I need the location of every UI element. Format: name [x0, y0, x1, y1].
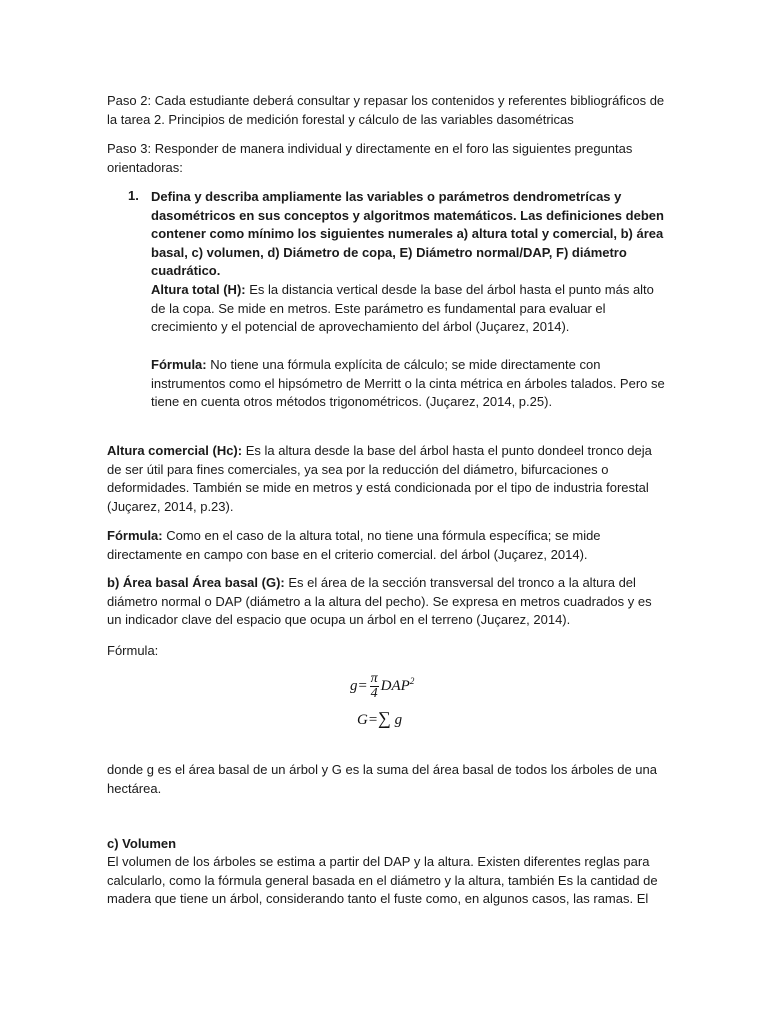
volumen-paragraph: El volumen de los árboles se estima a partir del DAP y la altura. Existen diferentes reglas para calcularlo, como la fórmula general basada en el diámetro y la altura, también Es la cantidad de madera que tiene un árbol, considerando tanto el fuste como, en algunos casos, las ramas. El: [107, 854, 658, 906]
eq1-exponent: 2: [409, 675, 415, 686]
eq1-lhs: g=: [350, 677, 368, 694]
eq1-variable: DAP: [380, 677, 410, 694]
pi-over-four-fraction: [370, 672, 379, 701]
eq1-numerator: π: [370, 671, 378, 686]
formula-text: No tiene una fórmula explícita de cálculo; se mide directamente con instrumentos como el hipsómetro de Merritt o la cinta métrica en árboles talados. Pero se tiene en cuenta otros métodos trigonométricos. (Juçarez, 2014, p.25).: [151, 357, 665, 409]
area-basal-label: b) Área basal Área basal (G):: [107, 575, 285, 590]
list-number: 1.: [128, 188, 139, 203]
altura-comercial-text: Es la altura desde la base del árbol hasta el punto dondeel tronco deja de ser útil para fines comerciales, ya sea por la reducción del diámetro, bifurcaciones o deformidades. También se mide en metros y está condicionada por el tipo de industria forestal (Juçarez, 2014, p.23).: [107, 443, 652, 514]
volumen-heading: c) Volumen: [107, 836, 177, 851]
area-basal-text: Es el área de la sección transversal del tronco a la altura del diámetro normal o DAP (diámetro a la altura del pecho). Se expresa en metros cuadrados y es un indicador clave del espacio que ocupa un árbol en el terreno (Juçarez, 2014).: [107, 575, 652, 627]
altura-total-label: Altura total (H):: [151, 282, 246, 297]
formula-altura-total-paragraph: [151, 356, 667, 412]
paso-3-paragraph: Paso 3: Responder de manera individual y directamente en el foro las siguientes preguntas orientadoras:: [107, 141, 633, 175]
eq1-denominator: 4: [370, 686, 378, 701]
formula-label: Fórmula:: [107, 528, 163, 543]
altura-total-paragraph: [151, 281, 667, 337]
equation-basal-area-tree: [350, 672, 510, 701]
donde-paragraph: donde g es el área basal de un árbol y G es la suma del área basal de todos los árboles de una hectárea.: [107, 762, 657, 796]
formula-text: Como en el caso de la altura total, no tiene una fórmula específica; se mide directamente en campo con base en el criterio comercial. del árbol (Juçarez, 2014).: [107, 528, 601, 562]
paso-2-paragraph: Paso 2: Cada estudiante deberá consultar y repasar los contenidos y referentes bibliográficos de la tarea 2. Principios de medición forestal y cálculo de las variables dasométricas: [107, 93, 665, 127]
altura-comercial-label: Altura comercial (Hc):: [107, 443, 243, 458]
area-basal-paragraph: [107, 574, 667, 630]
question-1: Defina y describa ampliamente las variables o parámetros dendrometrícas y dasométricos en sus conceptos y algoritmos matemáticos. Las definiciones deben contener como mínimo los siguientes numerales a) altura total y comercial, b) área basal, c) volumen, d) Diámetro de copa, E) Diámetro normal/DAP, F) diámetro cuadrático.: [151, 189, 664, 278]
eq2-lhs: G=: [357, 712, 378, 728]
formula-altura-comercial-paragraph: [107, 527, 667, 564]
summation-icon: ∑: [377, 708, 391, 728]
formula-area-basal-label: Fórmula:: [107, 643, 159, 658]
equation-basal-area-total: [357, 708, 517, 729]
formula-label: Fórmula:: [151, 357, 207, 372]
altura-comercial-paragraph: [107, 442, 667, 516]
eq2-variable: g: [394, 712, 403, 728]
altura-total-text: Es la distancia vertical desde la base del árbol hasta el punto más alto de la copa. Se mide en metros. Este parámetro es fundamental para evaluar el crecimiento y el potencial de aprovechamiento del árbol (Juçarez, 2014).: [151, 282, 654, 334]
